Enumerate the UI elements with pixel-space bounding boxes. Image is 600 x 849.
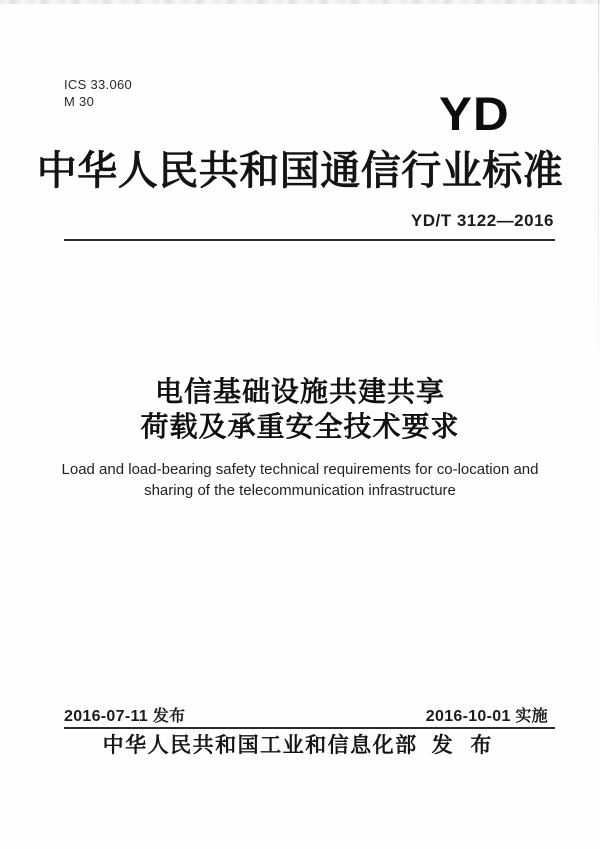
yd-logo: YD bbox=[439, 87, 510, 140]
document-title-cn bbox=[0, 374, 600, 444]
issuer-name: 中华人民共和国工业和信息化部 bbox=[102, 734, 418, 757]
standard-type-title: 中华人民共和国通信行业标准 bbox=[36, 149, 564, 193]
issuer-line bbox=[0, 733, 600, 759]
publish-label: 发 布 bbox=[431, 734, 498, 757]
document-title-en bbox=[0, 459, 600, 501]
document-title-cn-line1: 电信基础设施共建共享 bbox=[154, 376, 445, 407]
header-rule bbox=[64, 239, 555, 241]
classification-code: M 30 bbox=[64, 94, 95, 109]
document-title-en-line1: Load and load-bearing safety technical requirements for co-location and bbox=[61, 461, 539, 478]
standard-number: YD/T 3122—2016 bbox=[410, 211, 554, 230]
document-title-cn-line2: 荷载及承重安全技术要求 bbox=[140, 411, 460, 442]
ics-block bbox=[64, 76, 132, 110]
footer-rule bbox=[64, 727, 555, 729]
ics-code: ICS 33.060 bbox=[64, 77, 133, 92]
issue-date: 2016-07-11 发布 bbox=[64, 708, 186, 725]
implement-date: 2016-10-01 实施 bbox=[425, 708, 548, 725]
scan-artifact-right-edge bbox=[598, 0, 599, 420]
dates-row bbox=[64, 703, 548, 726]
scan-artifact-top bbox=[0, 0, 600, 4]
document-title-en-line2: sharing of the telecommunication infrastructure bbox=[144, 482, 456, 499]
